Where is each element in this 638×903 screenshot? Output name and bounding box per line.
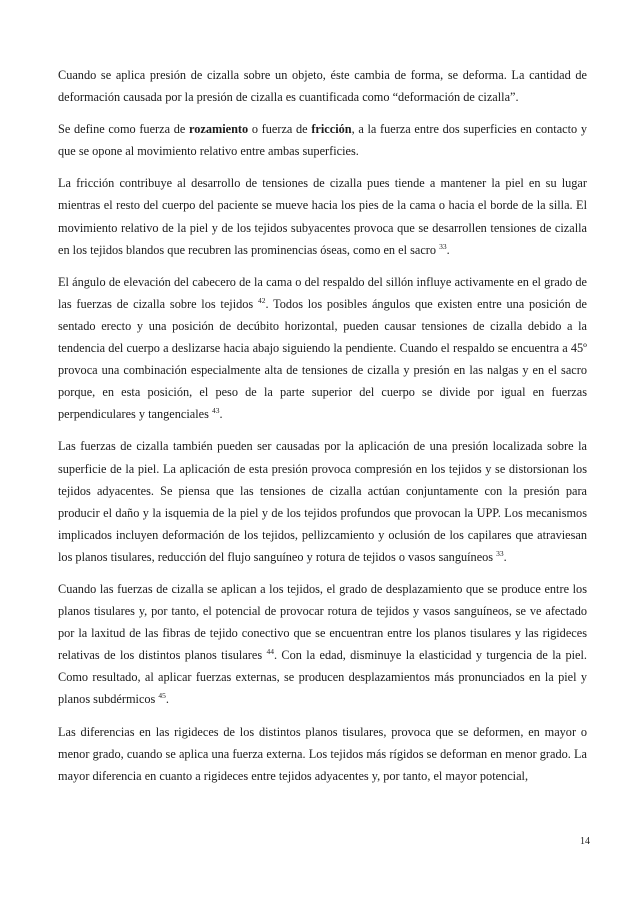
bold-term: rozamiento bbox=[188, 122, 249, 137]
citation-reference: 45 bbox=[158, 691, 166, 701]
text-run: , a la fuerza entre dos superficies en contacto y que se opone al movimiento relativo entre ambas superficies. bbox=[58, 122, 588, 159]
paragraph bbox=[58, 172, 587, 260]
text-run: . Con la edad, disminuye la elasticidad y turgencia de la piel. Como resultado, al aplicar fuerzas externas, se producen desplazamientos más pronunciados en la piel y planos subdérmicos bbox=[58, 648, 587, 707]
bold-term: fricción bbox=[311, 122, 352, 137]
body-text bbox=[58, 64, 587, 797]
text-run: . bbox=[503, 549, 507, 564]
citation-reference: 33 bbox=[439, 241, 447, 251]
text-run: Se define como fuerza de bbox=[58, 122, 189, 137]
citation-reference: 43 bbox=[211, 406, 220, 416]
text-run: La fricción contribuye al desarrollo de tensiones de cizalla pues tiende a mantener la piel en su lugar mientras el resto del cuerpo del paciente se mueve hacia los pies de la cama o hacia el borde de la silla. El movimiento relativo de la piel y de los tejidos subyacentes provoca que se desarrollen tensiones de cizalla en los tejidos blandos que recubren las prominencias óseas, como en el sacro bbox=[58, 176, 587, 257]
citation-reference: 33 bbox=[496, 548, 504, 558]
text-run: Las fuerzas de cizalla también pueden ser causadas por la aplicación de una presión localizada sobre la superficie de la piel. La aplicación de esta presión provoca compresión en los tejidos y se distorsionan los tejidos adyacentes. Se piensa que las tensiones de cizalla actúan conjuntamente con la presión para producir el daño y la isquemia de la piel y de los tejidos profundos que provocan la UPP. Los mecanismos implicados incluyen deformación de los tejidos, pellizcamiento y oclusión de los capilares que atraviesan los planos tisulares, reducción del flujo sanguíneo y rotura de tejidos o vasos sanguíneos bbox=[58, 439, 587, 564]
paragraph bbox=[58, 435, 587, 568]
text-run: . bbox=[219, 407, 223, 422]
paragraph bbox=[58, 64, 587, 108]
citation-reference: 42 bbox=[258, 295, 266, 305]
text-run: . Todos los posibles ángulos que existen entre una posición de sentado erecto y una posición de decúbito horizontal, pueden causar tensiones de cizalla debido a la tendencia del cuerpo a deslizarse hacia abajo siguiendo la pendiente. Cuando el respaldo se encuentra a 45º provoca una combinación especialmente alta de tensiones de cizalla y presión en las nalgas y en el sacro porque, en esta posición, el peso de la parte superior del cuerpo se divide por igual en fuerzas perpendiculares y tangenciales bbox=[58, 296, 588, 422]
text-run: o fuerza de bbox=[248, 122, 312, 137]
text-run: Cuando se aplica presión de cizalla sobre un objeto, éste cambia de forma, se deforma. La cantidad de deformación causada por la presión de cizalla es cuantificada como “deformación de cizalla”. bbox=[58, 68, 587, 105]
page-number: 14 bbox=[580, 836, 590, 847]
text-run: Las diferencias en las rigideces de los distintos planos tisulares, provoca que se deformen, en mayor o menor grado, cuando se aplica una fuerza externa. Los tejidos más rígidos se deforman en menor grado. La mayor diferencia en cuanto a rigideces entre tejidos adyacentes y, por tanto, el mayor potencial, bbox=[58, 724, 587, 783]
paragraph bbox=[58, 578, 587, 711]
text-run: El ángulo de elevación del cabecero de la cama o del respaldo del sillón influye activamente en el grado de las fuerzas de cizalla sobre los tejidos bbox=[58, 274, 587, 311]
text-run: Cuando las fuerzas de cizalla se aplican a los tejidos, el grado de desplazamiento que se produce entre los planos tisulares y, por tanto, el potencial de provocar rotura de tejidos y vasos sanguíneos, se ve afectado por la laxitud de las fibras de tejido conectivo que se encuentran entre los planos tisulares y las rigideces relativas de los distintos planos tisulares bbox=[58, 581, 587, 663]
paragraph bbox=[58, 271, 587, 426]
paragraph bbox=[58, 721, 587, 787]
paragraph bbox=[58, 118, 587, 162]
text-run: . bbox=[165, 692, 169, 707]
citation-reference: 44 bbox=[266, 647, 274, 657]
text-run: . bbox=[446, 242, 450, 257]
